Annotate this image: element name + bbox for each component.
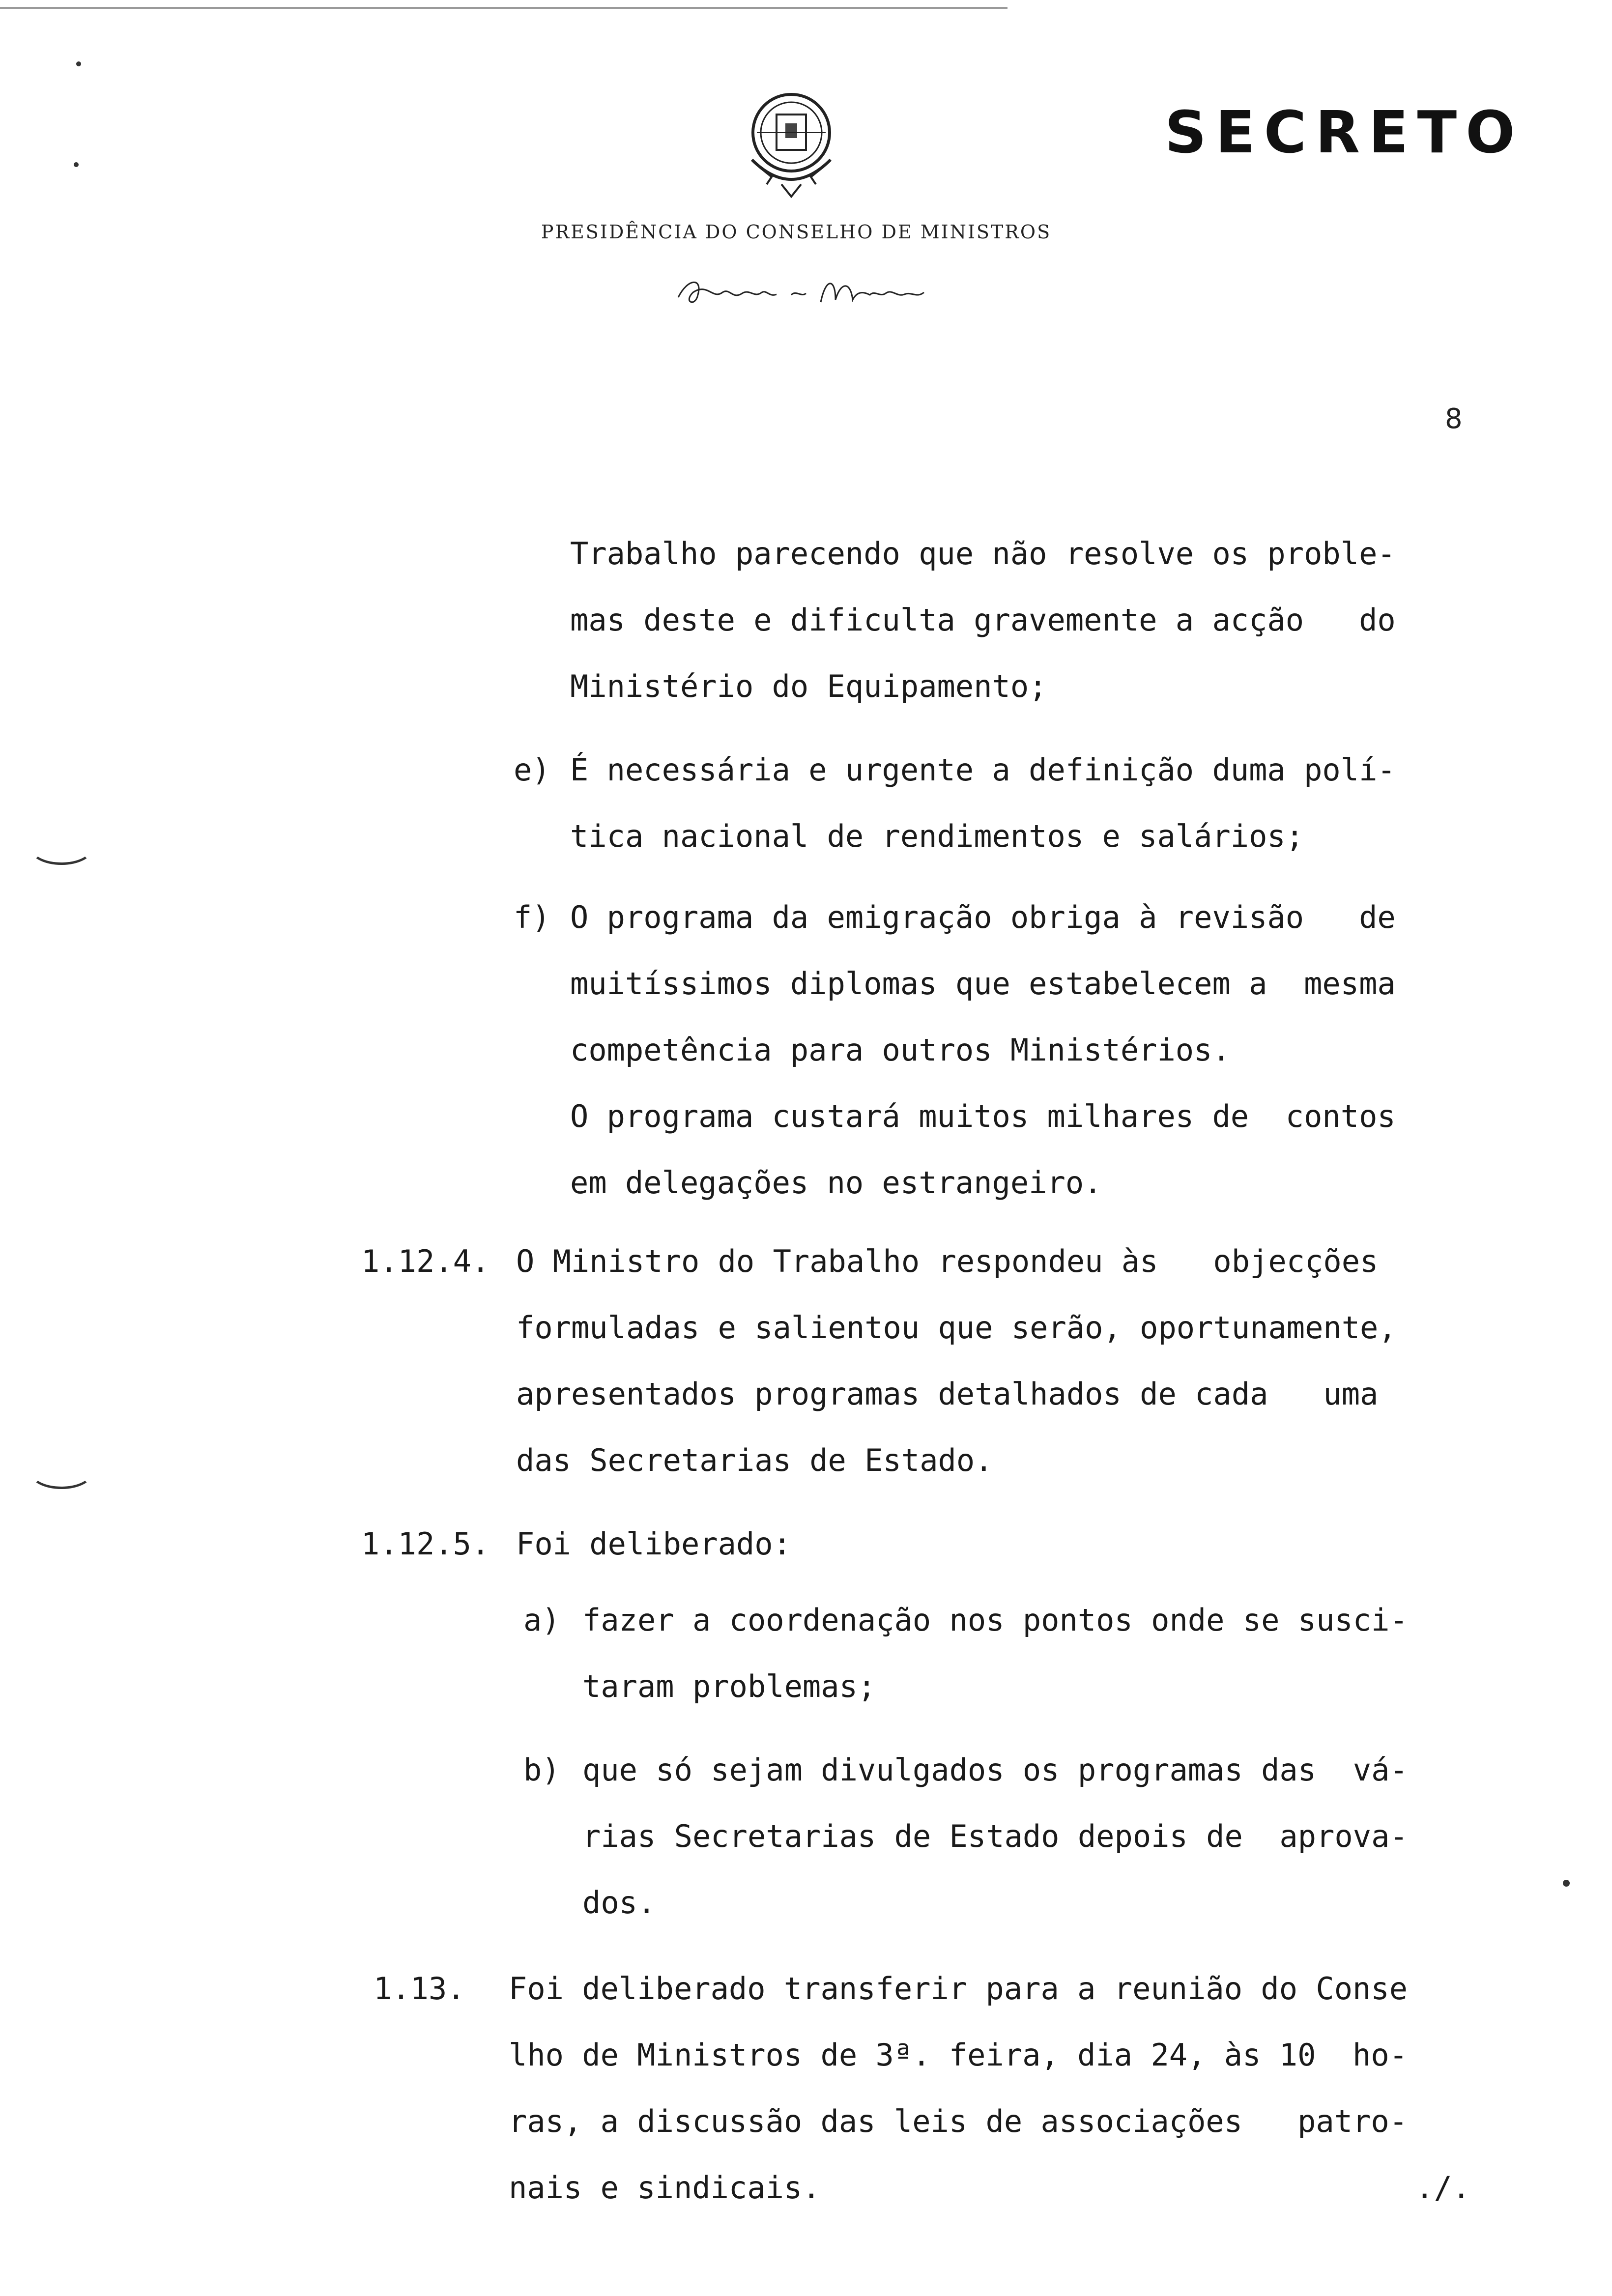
binder-hole-mark	[29, 1455, 93, 1489]
text-line: Ministério do Equipamento;	[570, 668, 1047, 704]
text-line: das Secretarias de Estado.	[516, 1442, 993, 1478]
item-label-b: b)	[523, 1752, 560, 1788]
text-line: Foi deliberado:	[516, 1526, 791, 1562]
text-line: que só sejam divulgados os programas das vá-	[582, 1752, 1408, 1788]
binder-hole-mark	[29, 831, 93, 865]
text-line: muitíssimos diplomas que estabelecem a mesma	[570, 966, 1396, 1002]
text-line: O programa da emigração obriga à revisão de	[570, 899, 1396, 935]
item-label-e: e)	[514, 752, 550, 788]
text-line: fazer a coordenação nos pontos onde se susci-	[582, 1602, 1408, 1638]
text-line: nais e sindicais.	[509, 2170, 821, 2206]
page-number: 8	[1445, 403, 1463, 435]
text-line: Foi deliberado transferir para a reunião do Conse	[509, 1971, 1408, 2007]
classification-stamp: SECRETO	[1165, 98, 1524, 166]
section-number: 1.12.5.	[361, 1526, 490, 1562]
section-number: 1.12.4.	[361, 1243, 490, 1279]
scan-speck	[1563, 1880, 1570, 1887]
scan-speck	[76, 61, 81, 66]
section-number: 1.13.	[374, 1971, 465, 2007]
text-line: em delegações no estrangeiro.	[570, 1165, 1102, 1201]
cabinet-script-logo	[673, 273, 929, 312]
text-line: O Ministro do Trabalho respondeu às objecções	[516, 1243, 1379, 1279]
text-line: competência para outros Ministérios.	[570, 1032, 1231, 1068]
text-line: Trabalho parecendo que não resolve os proble-	[570, 536, 1396, 572]
text-line: dos.	[582, 1885, 656, 1921]
text-line: mas deste e dificulta gravemente a acção do	[570, 602, 1396, 638]
item-label-f: f)	[514, 899, 550, 935]
text-line: tica nacional de rendimentos e salários;	[570, 818, 1304, 854]
text-line: É necessária e urgente a definição duma polí-	[570, 752, 1396, 788]
text-line: taram problemas;	[582, 1668, 876, 1704]
continuation-mark: ./.	[1415, 2170, 1470, 2206]
text-line: lho de Ministros de 3ª. feira, dia 24, às 10 ho-	[509, 2037, 1408, 2073]
text-line: apresentados programas detalhados de cada uma	[516, 1376, 1379, 1412]
text-line: rias Secretarias de Estado depois de aprova-	[582, 1818, 1408, 1854]
text-line: formuladas e salientou que serão, oportunamente,	[516, 1310, 1397, 1346]
organization-heading: PRESIDÊNCIA DO CONSELHO DE MINISTROS	[541, 221, 1052, 243]
top-rule	[0, 7, 1008, 9]
text-line: ras, a discussão das leis de associações patro-	[509, 2103, 1408, 2139]
coat-of-arms-icon	[737, 86, 845, 204]
text-line: O programa custará muitos milhares de contos	[570, 1098, 1396, 1134]
scan-speck	[74, 162, 79, 167]
item-label-a: a)	[523, 1602, 560, 1638]
